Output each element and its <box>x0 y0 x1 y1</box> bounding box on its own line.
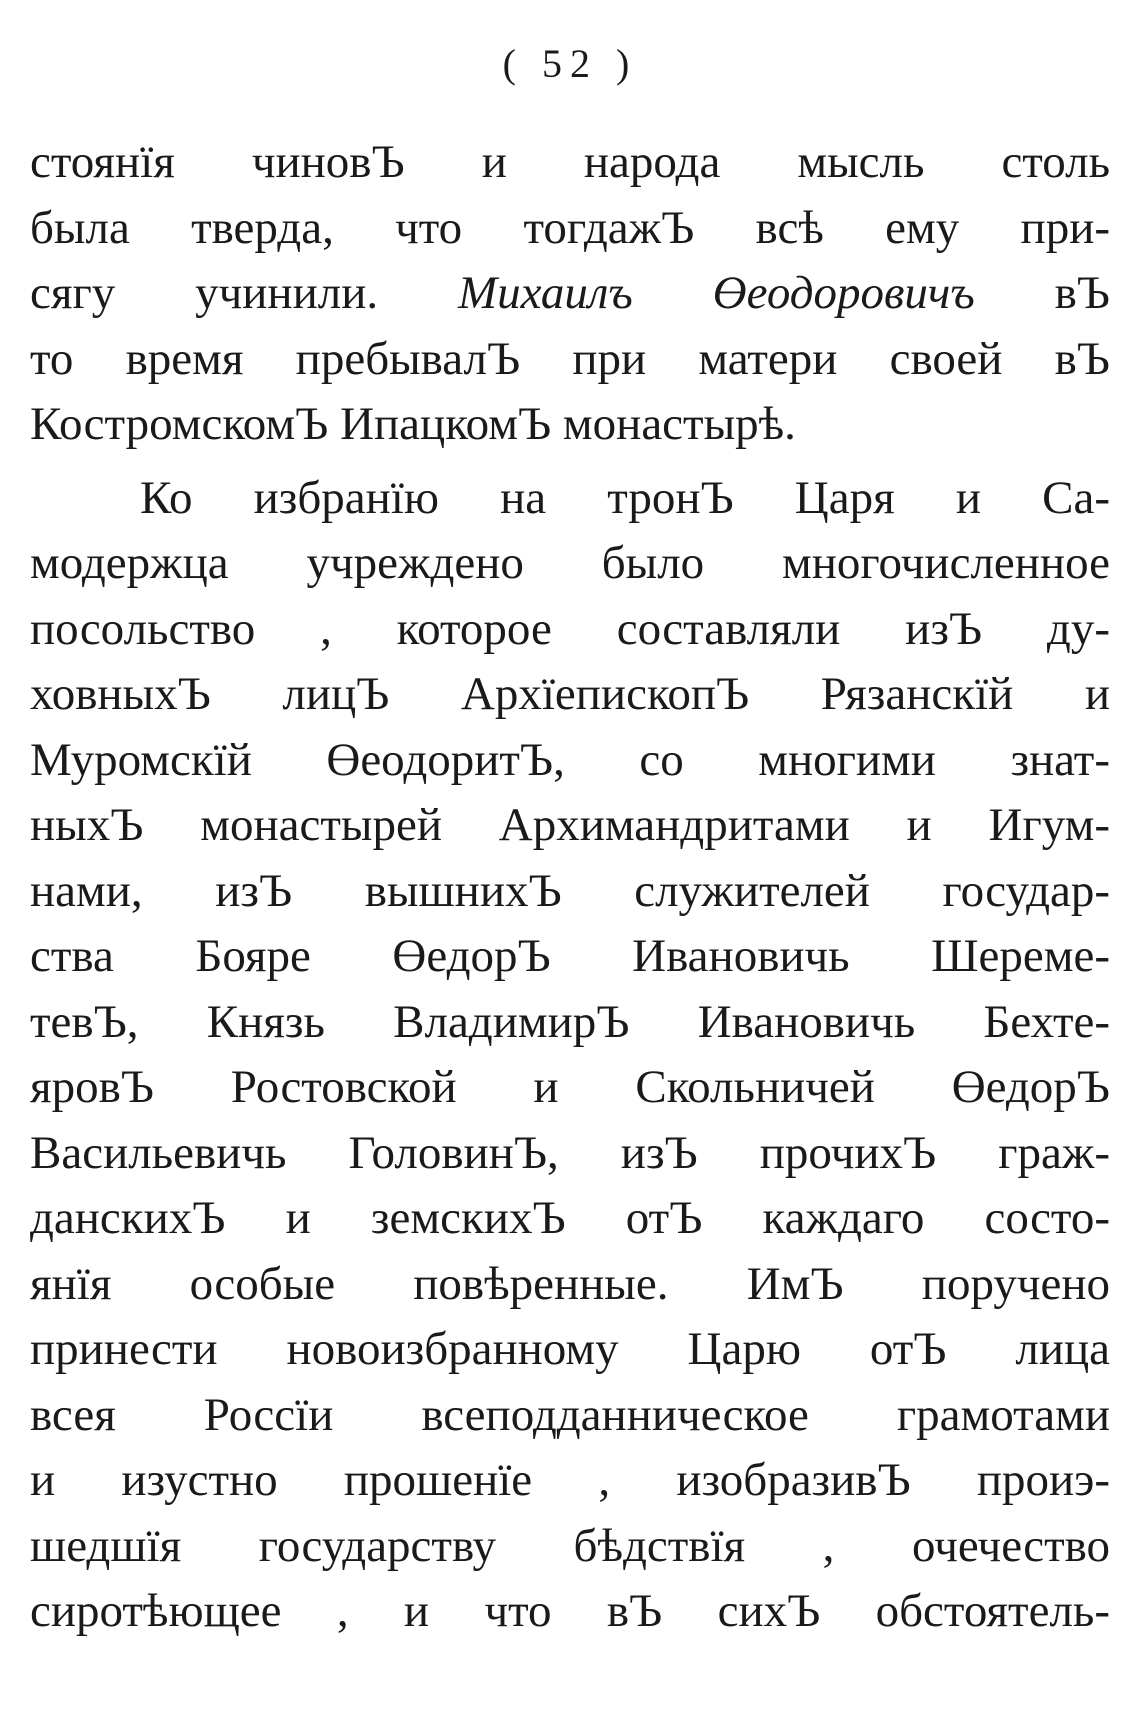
text-line: тевЪ, Князь ВладимирЪ Ивановичь Бехте- <box>30 995 1110 1048</box>
text-line: всея Россїи всеподданническое грамотами <box>30 1388 1110 1441</box>
text-line: нами, изЪ вышнихЪ служителей государ- <box>30 864 1110 917</box>
text-span: сягу учинили. <box>30 267 458 319</box>
text-line: ства Бояре ӨедорЪ Ивановичь Шереме- <box>30 930 1110 982</box>
italic-name: Михаилъ Өеодоровичъ <box>457 267 975 319</box>
text-line: сиротѣющее , и что вЪ сихЪ обстоятель- <box>30 1585 1110 1637</box>
text-line: ныхЪ монастырей Архимандритами и Игум- <box>30 799 1110 851</box>
text-line: данскихЪ и земскихЪ отЪ каждаго состо- <box>30 1192 1110 1244</box>
text-line: модержца учреждено было многочисленное <box>30 537 1110 589</box>
text-line: ховныхЪ лицЪ АрхїепископЪ Рязанскїй и <box>30 668 1110 720</box>
text-span: вЪ <box>974 267 1110 319</box>
text-line: то время пребывалЪ при матери своей вЪ <box>30 332 1110 385</box>
text-line: посольство , которое составляли изЪ ду- <box>30 602 1110 655</box>
body-text <box>30 130 1110 1645</box>
text-line: Васильевичь ГоловинЪ, изЪ прочихЪ граж- <box>30 1126 1110 1179</box>
paragraph-last-line: КостромскомЪ ИпацкомЪ монастырѣ. <box>30 398 796 450</box>
text-line: и изустно прошенїе , изобразивЪ проиэ- <box>30 1454 1110 1506</box>
text-line: стоянїя чиновЪ и народа мысль столь <box>30 136 1110 188</box>
text-line: янїя особые повѣренные. ИмЪ поручено <box>30 1257 1110 1310</box>
text-line: была тверда, что тогдажЪ всѣ ему при- <box>30 201 1110 254</box>
text-line: яровЪ Ростовской и Скольничей ӨедорЪ <box>30 1061 1110 1113</box>
text-line: принести новоизбранному Царю отЪ лица <box>30 1323 1110 1375</box>
text-line: Муромскїй ӨеодоритЪ, со многими знат- <box>30 733 1110 786</box>
text-line <box>30 261 1110 327</box>
paragraph-first-line: Ко избранїю на тронЪ Царя и Са- <box>140 471 1110 524</box>
text-line: шедшїя государству бѣдствїя , очечество <box>30 1519 1110 1572</box>
page-number: ( 52 ) <box>502 41 638 86</box>
